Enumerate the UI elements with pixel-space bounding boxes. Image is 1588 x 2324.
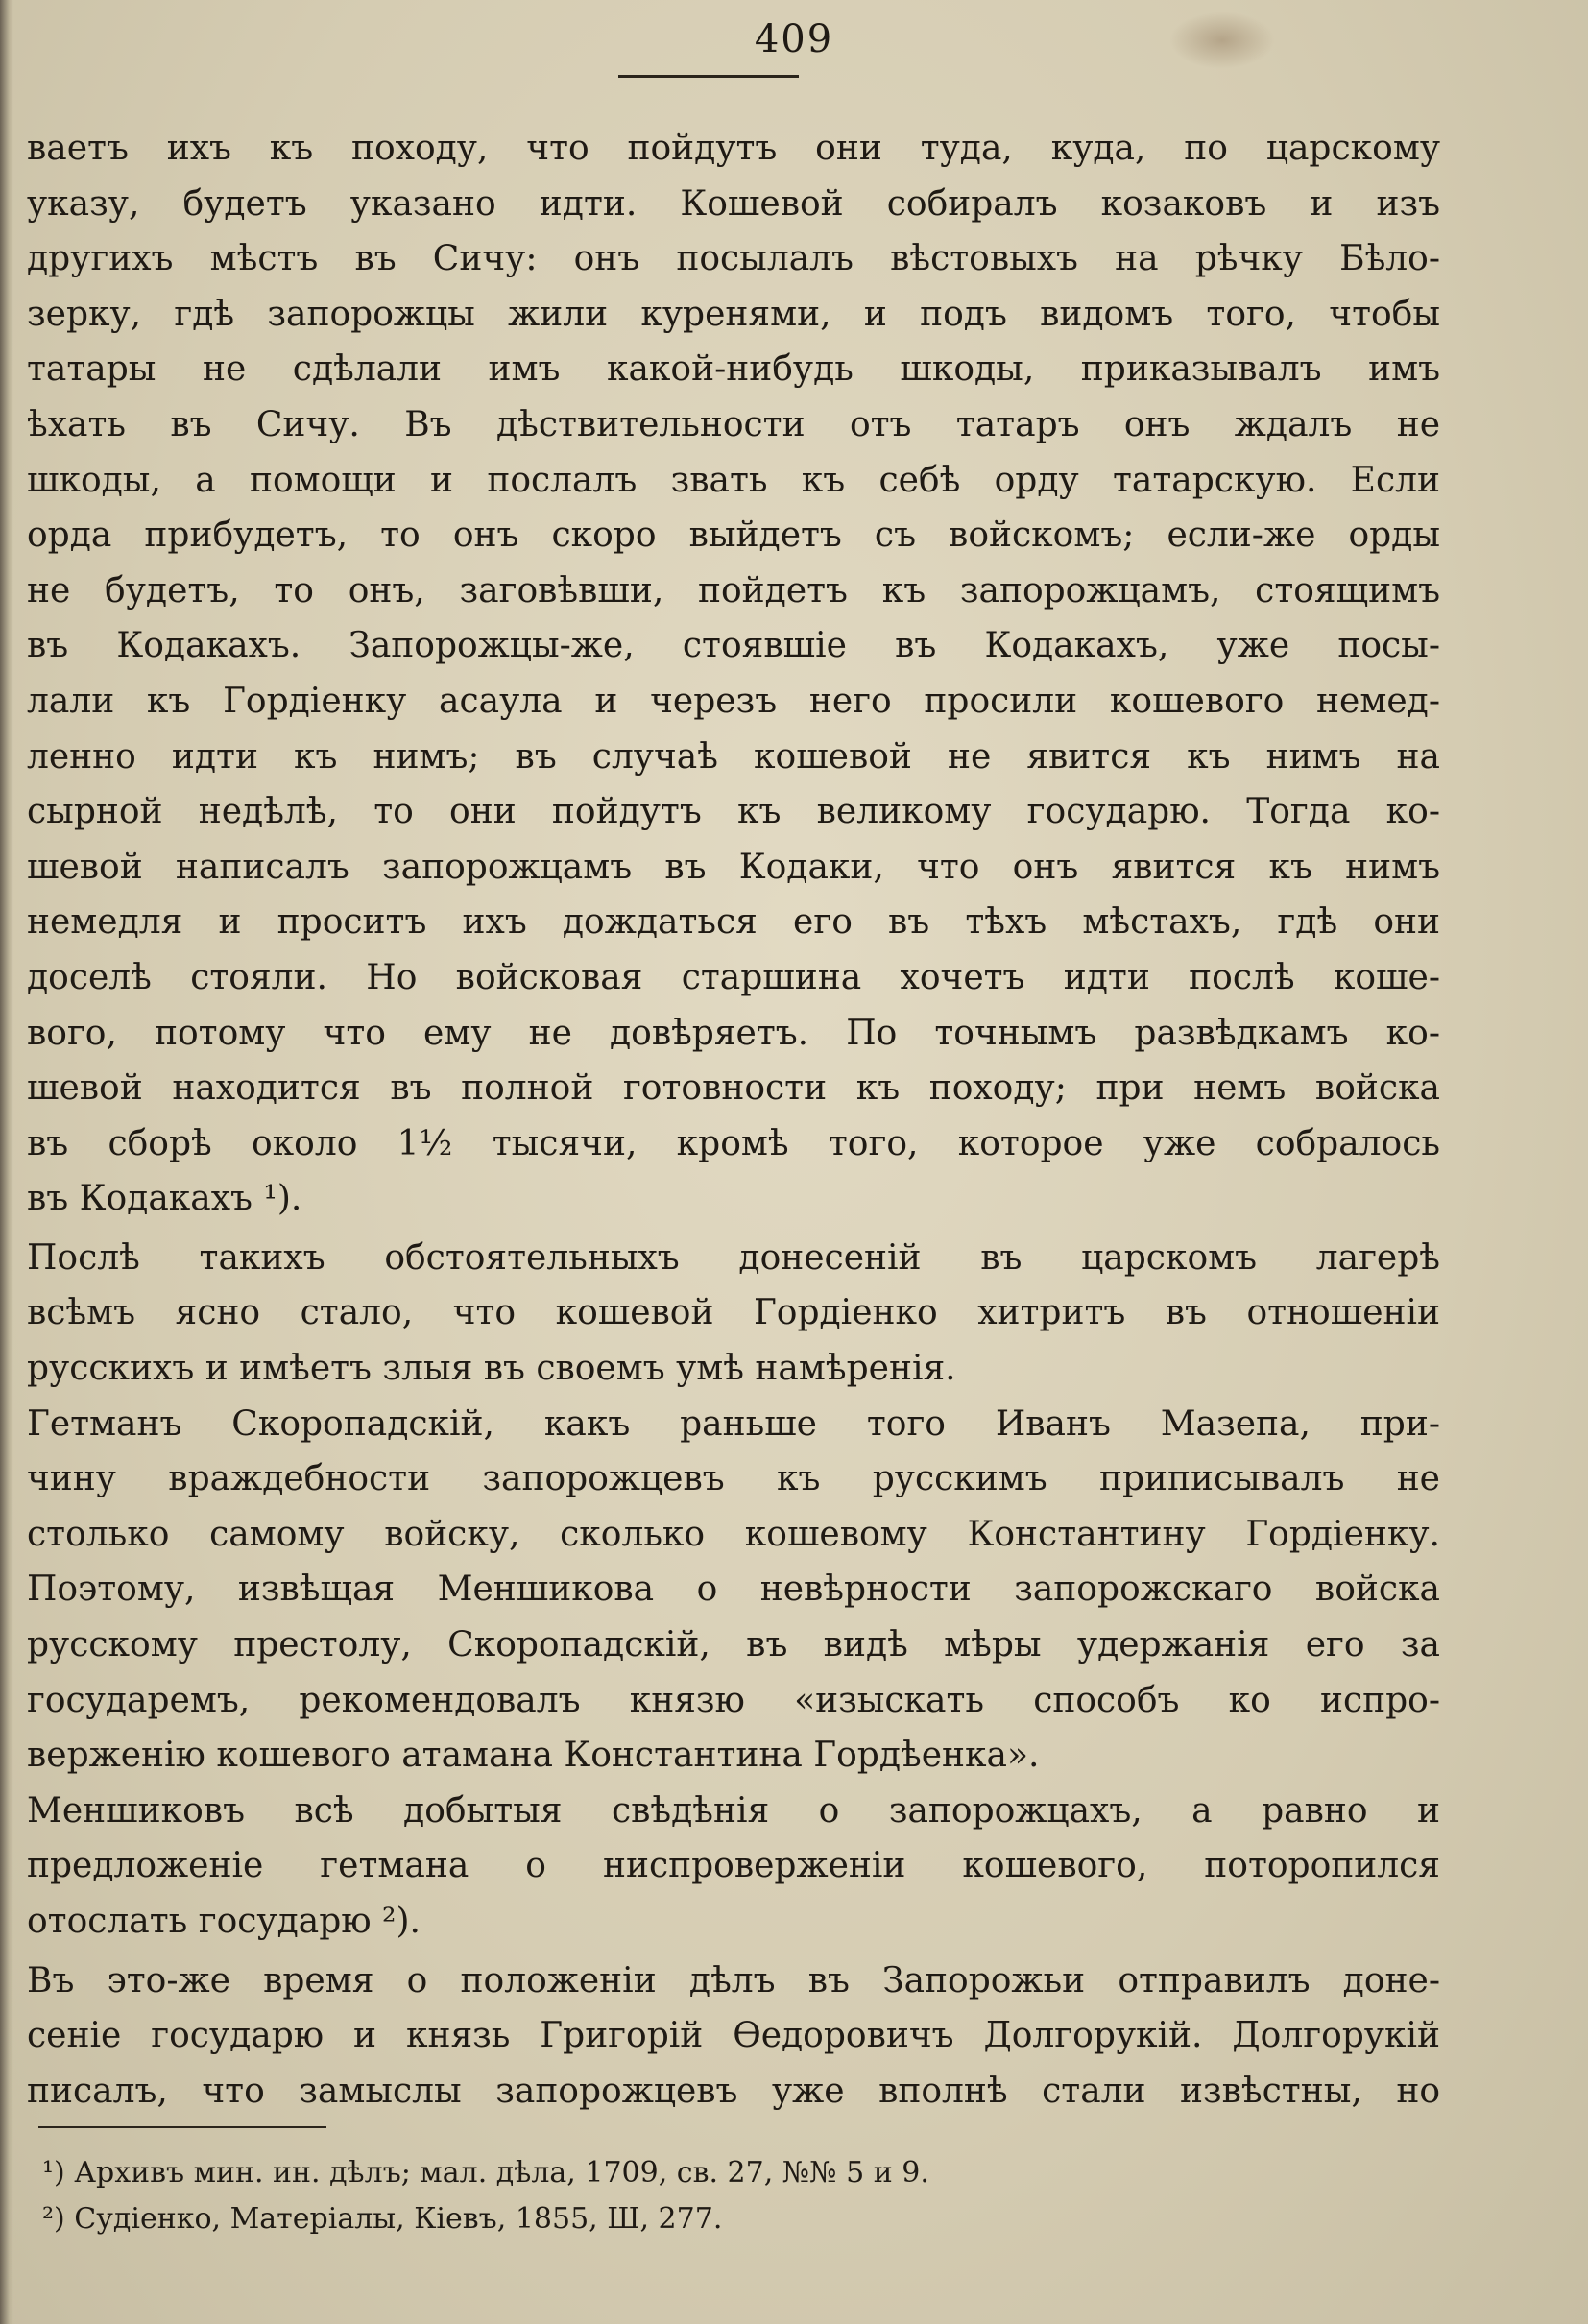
text-line: въ сборѣ около 1½ тысячи, кромѣ того, которое уже собралось: [27, 1123, 1440, 1163]
text-line: орда прибудетъ, то онъ скоро выйдетъ съ войскомъ; если-же орды: [27, 515, 1440, 556]
text-line: доселѣ стояли. Но войсковая старшина хочетъ идти послѣ коше-: [27, 957, 1440, 997]
text-line: вого, потому что ему не довѣряетъ. По точнымъ развѣдкамъ ко-: [27, 1013, 1440, 1053]
text-line: указу, будетъ указано идти. Кошевой собиралъ козаковъ и изъ: [27, 183, 1440, 224]
text-line: верженію кошевого атамана Константина Гордѣенка».: [27, 1736, 1040, 1776]
text-line: въ Кодакахъ. Запорожцы-же, стоявшіе въ Кодакахъ, уже посы-: [27, 626, 1440, 666]
footnote-separator: [38, 2126, 326, 2128]
text-line: сырной недѣлѣ, то они пойдутъ къ великому государю. Тогда ко-: [27, 792, 1440, 832]
page-number: 409: [754, 17, 834, 61]
text-line: русскому престолу, Скоропадскій, въ видѣ мѣры удержанія его за: [27, 1625, 1440, 1665]
text-line: шевой находится въ полной готовности къ походу; при немъ войска: [27, 1068, 1440, 1109]
text-line: не будетъ, то онъ, заговѣвши, пойдетъ къ запорожцамъ, стоящимъ: [27, 570, 1440, 611]
text-line: отослать государю ²).: [27, 1902, 421, 1941]
page-number-underline: [618, 75, 799, 78]
text-line: писалъ, что замыслы запорожцевъ уже вполнѣ стали извѣстны, но: [27, 2071, 1440, 2111]
text-line: татары не сдѣлали имъ какой-нибудь шкоды, приказывалъ имъ: [27, 349, 1440, 390]
text-line: сеніе государю и князь Григорій Ѳедоровичъ Долгорукій. Долгорукій: [27, 2016, 1440, 2056]
text-line: немедля и проситъ ихъ дождаться его въ тѣхъ мѣстахъ, гдѣ они: [27, 902, 1440, 943]
text-line: чину враждебности запорожцевъ къ русскимъ приписывалъ не: [27, 1459, 1440, 1499]
text-line: ленно идти къ нимъ; въ случаѣ кошевой не явится къ нимъ на: [27, 736, 1440, 777]
text-line: Въ это-же время о положеніи дѣлъ въ Запорожьи отправилъ доне-: [27, 1960, 1440, 2001]
text-line: Гетманъ Скоропадскій, какъ раньше того Иванъ Мазепа, при-: [27, 1403, 1440, 1444]
text-line: ваетъ ихъ къ походу, что пойдутъ они туда, куда, по царскому: [27, 129, 1440, 168]
text-line: зерку, гдѣ запорожцы жили куренями, и подъ видомъ того, чтобы: [27, 294, 1440, 334]
text-line: Меншиковъ всѣ добытыя свѣдѣнія о запорожцахъ, а равно и: [27, 1790, 1440, 1831]
footnotes: [42, 2150, 1386, 2242]
page-binding-shadow: [0, 0, 13, 2324]
text-line: Поэтому, извѣщая Меншикова о невѣрности запорожскаго войска: [27, 1569, 1440, 1610]
body-text: [27, 121, 1440, 2119]
text-line: Послѣ такихъ обстоятельныхъ донесеній въ царскомъ лагерѣ: [27, 1237, 1440, 1278]
text-line: столько самому войску, сколько кошевому Константину Гордіенку.: [27, 1514, 1440, 1554]
text-line: другихъ мѣстъ въ Сичу: онъ посылалъ вѣстовыхъ на рѣчку Бѣло-: [27, 239, 1440, 279]
text-line: лали къ Гордіенку асаула и черезъ него просили кошевого немед-: [27, 681, 1440, 721]
text-line: всѣмъ ясно стало, что кошевой Гордіенко хитритъ въ отношеніи: [27, 1293, 1440, 1333]
text-line: предложеніе гетмана о ниспроверженіи кошевого, поторопился: [27, 1846, 1440, 1886]
text-line: шевой написалъ запорожцамъ въ Кодаки, что онъ явится къ нимъ: [27, 847, 1440, 887]
text-line: государемъ, рекомендовалъ князю «изыскать способъ ко испро-: [27, 1680, 1440, 1720]
text-line: въ Кодакахъ ¹).: [27, 1179, 302, 1219]
footnote: ²) Судіенко, Матеріалы, Кіевъ, 1855, Ш, 277.: [42, 2202, 723, 2236]
footnote: ¹) Архивъ мин. ин. дѣлъ; мал. дѣла, 1709, св. 27, №№ 5 и 9.: [42, 2156, 929, 2190]
text-line: ѣхать въ Сичу. Въ дѣствительности отъ татаръ онъ ждалъ не: [27, 404, 1440, 444]
text-line: шкоды, а помощи и послалъ звать къ себѣ орду татарскую. Если: [27, 460, 1440, 500]
text-line: русскихъ и имѣетъ злыя въ своемъ умѣ намѣренія.: [27, 1349, 956, 1389]
